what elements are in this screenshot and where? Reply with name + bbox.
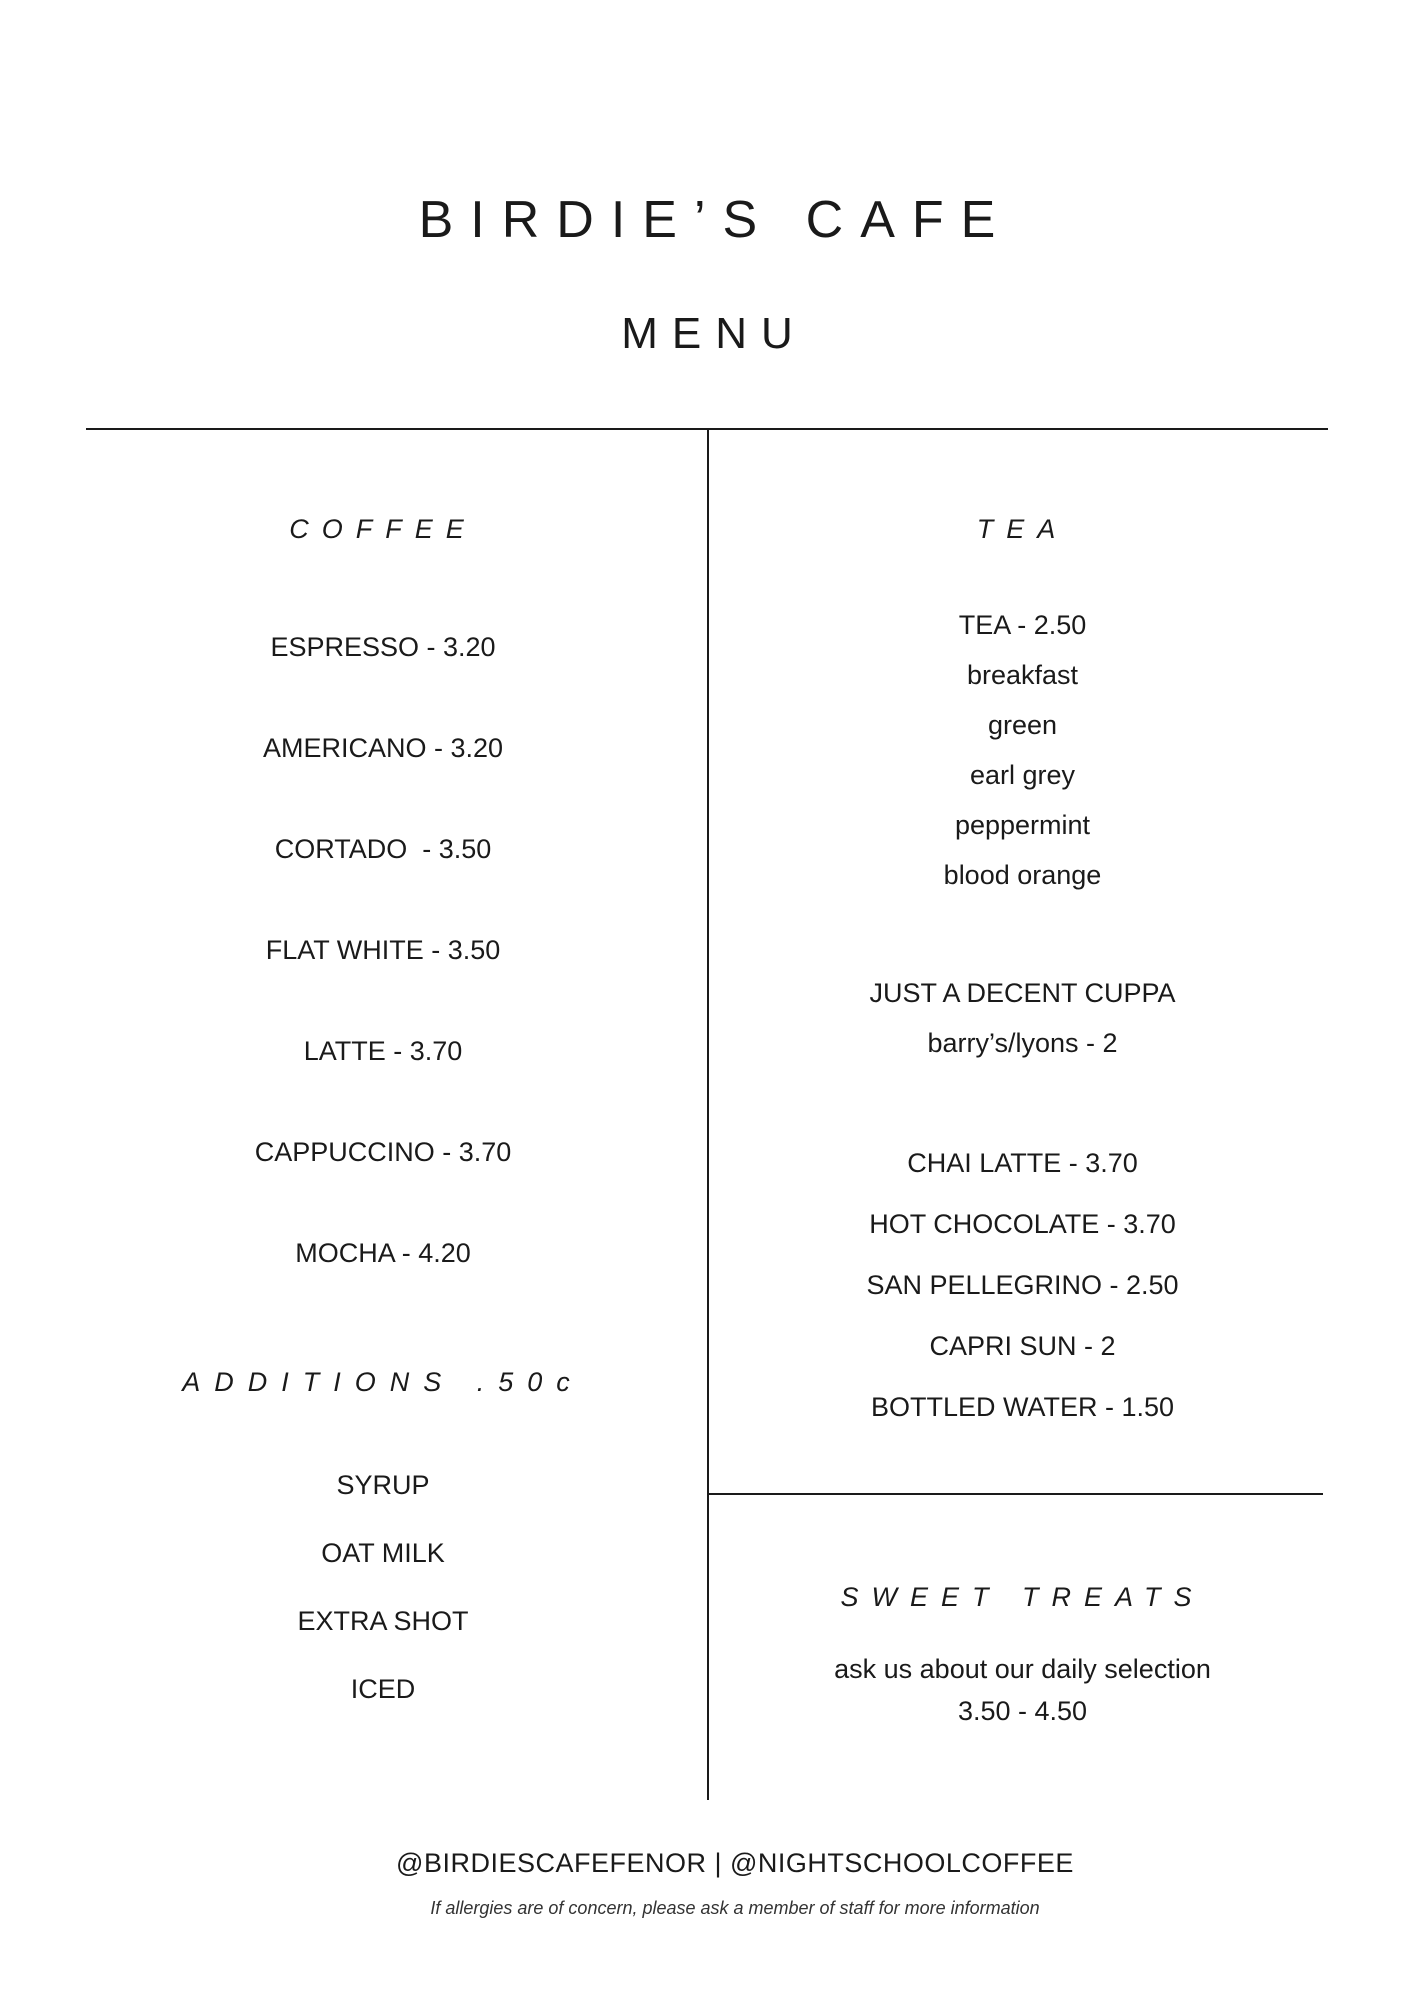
cuppa-title: JUST A DECENT CUPPA — [869, 978, 1176, 1008]
tea-price: TEA - 2.50 — [958, 610, 1087, 640]
addition-item: EXTRA SHOT — [297, 1606, 469, 1636]
tea-variety: earl grey — [969, 760, 1076, 790]
coffee-heading: COFFEE — [289, 514, 477, 544]
coffee-item: FLAT WHITE - 3.50 — [265, 935, 501, 965]
addition-item: ICED — [350, 1674, 416, 1704]
drink-item: CAPRI SUN - 2 — [929, 1331, 1116, 1361]
right-divider — [707, 1493, 1323, 1495]
menu-subtitle: MENU — [621, 309, 807, 358]
allergy-note: If allergies are of concern, please ask a member of staff for more information — [430, 1898, 1040, 1918]
coffee-item: ESPRESSO - 3.20 — [270, 632, 496, 662]
sweet-treats-heading: SWEET TREATS — [840, 1582, 1205, 1612]
drink-item: BOTTLED WATER - 1.50 — [870, 1392, 1175, 1422]
coffee-item: LATTE - 3.70 — [303, 1036, 463, 1066]
sweet-treats-description: ask us about our daily selection — [834, 1654, 1211, 1684]
tea-heading: TEA — [976, 514, 1069, 544]
cafe-title: BIRDIE’S CAFE — [418, 191, 1013, 249]
tea-variety: blood orange — [943, 860, 1102, 890]
coffee-item: AMERICANO - 3.20 — [262, 733, 504, 763]
tea-variety: green — [987, 710, 1058, 740]
coffee-item: CORTADO - 3.50 — [274, 834, 492, 864]
additions-heading: ADDITIONS .50c — [182, 1367, 584, 1397]
cuppa-detail: barry’s/lyons - 2 — [927, 1028, 1118, 1058]
drink-item: CHAI LATTE - 3.70 — [907, 1148, 1138, 1178]
tea-variety: breakfast — [966, 660, 1079, 690]
drink-item: HOT CHOCOLATE - 3.70 — [869, 1209, 1176, 1239]
coffee-item: CAPPUCCINO - 3.70 — [254, 1137, 512, 1167]
addition-item: OAT MILK — [321, 1538, 445, 1568]
social-handles: @BIRDIESCAFEFENOR | @NIGHTSCHOOLCOFFEE — [396, 1848, 1074, 1878]
tea-variety: peppermint — [954, 810, 1091, 840]
sweet-treats-price: 3.50 - 4.50 — [957, 1696, 1088, 1726]
addition-item: SYRUP — [336, 1470, 430, 1500]
coffee-item: MOCHA - 4.20 — [295, 1238, 471, 1268]
drink-item: SAN PELLEGRINO - 2.50 — [866, 1270, 1179, 1300]
column-divider — [707, 428, 709, 1800]
